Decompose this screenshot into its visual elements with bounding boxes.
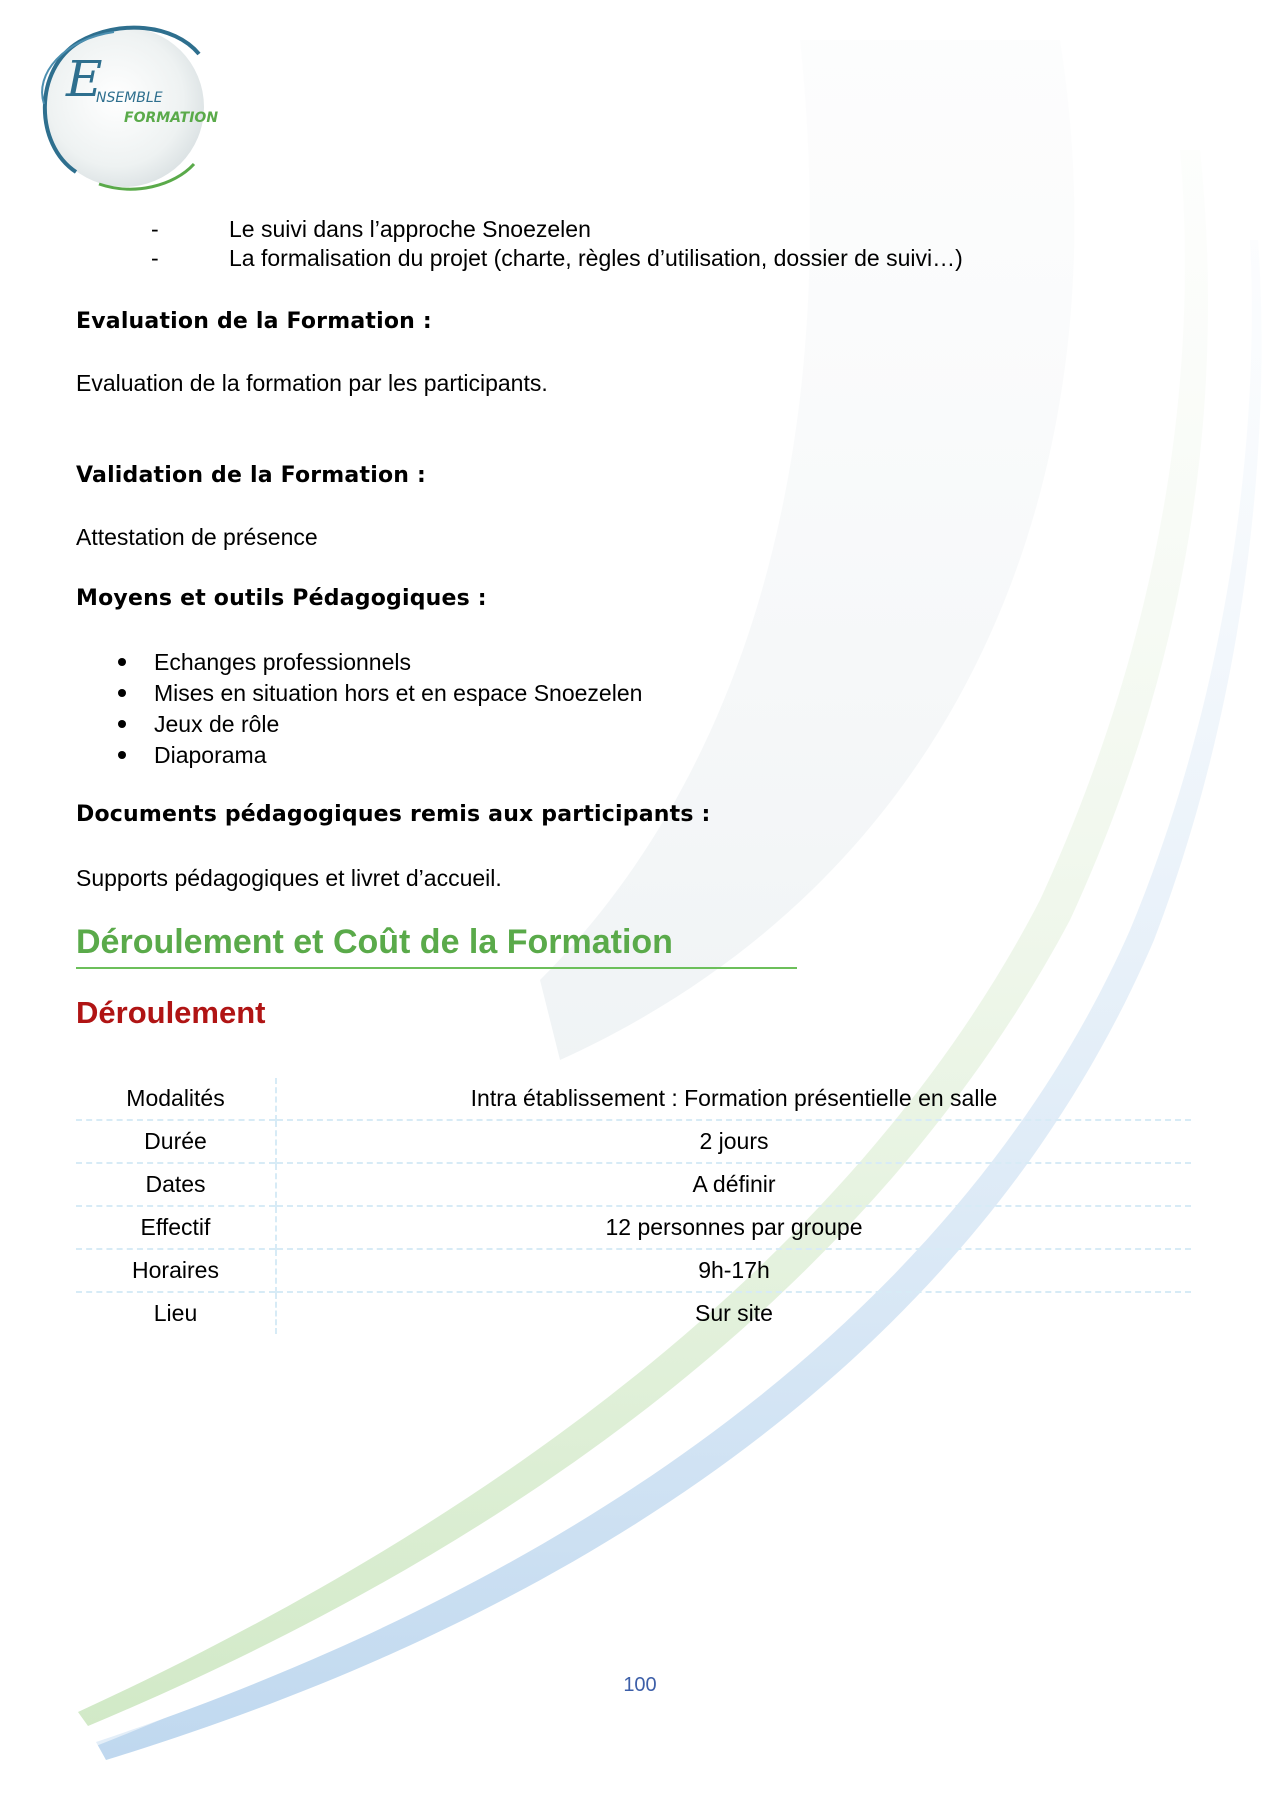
bullet-icon [118, 658, 126, 666]
dash-marker: - [151, 245, 159, 271]
table-label-cell: Modalités [76, 1078, 276, 1120]
formation-details-table [76, 1078, 1191, 1334]
validation-text: Attestation de présence [76, 524, 318, 550]
table-row [76, 1120, 1191, 1163]
bullet-icon [118, 689, 126, 697]
table-value-cell: 12 personnes par groupe [276, 1206, 1191, 1249]
table-value-cell: Sur site [276, 1292, 1191, 1334]
validation-heading: Validation de la Formation : [76, 463, 426, 488]
moyens-heading: Moyens et outils Pédagogiques : [76, 586, 487, 611]
table-value-cell: A définir [276, 1163, 1191, 1206]
logo-letter: E [66, 50, 103, 108]
dash-list-text: La formalisation du projet (charte, règles d’utilisation, dossier de suivi…) [229, 245, 963, 271]
table-label-cell: Horaires [76, 1249, 276, 1292]
table-value-cell: 9h-17h [276, 1249, 1191, 1292]
page-number: 100 [623, 1674, 657, 1696]
table-row [76, 1163, 1191, 1206]
table-value-cell: 2 jours [276, 1120, 1191, 1163]
list-item-text: Echanges professionnels [154, 649, 411, 675]
list-item-text: Mises en situation hors et en espace Snoezelen [154, 680, 643, 706]
table-row [76, 1292, 1191, 1334]
documents-text: Supports pédagogiques et livret d’accueil. [76, 865, 502, 891]
table-label-cell: Durée [76, 1120, 276, 1163]
logo-line1: NSEMBLE [96, 90, 163, 106]
evaluation-text: Evaluation de la formation par les participants. [76, 370, 548, 396]
table-row [76, 1206, 1191, 1249]
dash-list-text: Le suivi dans l’approche Snoezelen [229, 216, 591, 242]
dash-marker: - [151, 216, 159, 242]
documents-heading: Documents pédagogiques remis aux participants : [76, 802, 711, 827]
table-row [76, 1078, 1191, 1120]
list-item-text: Diaporama [154, 742, 267, 768]
bullet-icon [118, 720, 126, 728]
logo-line2: FORMATION [124, 110, 219, 126]
section-title-underline [76, 967, 797, 969]
table-label-cell: Lieu [76, 1292, 276, 1334]
section-title: Déroulement et Coût de la Formation [76, 923, 673, 961]
bullet-icon [118, 751, 126, 759]
table-row [76, 1249, 1191, 1292]
evaluation-heading: Evaluation de la Formation : [76, 309, 432, 334]
list-item-text: Jeux de rôle [154, 711, 280, 737]
table-value-cell: Intra établissement : Formation présentielle en salle [470, 1085, 998, 1111]
sub-section-title: Déroulement [76, 995, 266, 1030]
table-label-cell: Effectif [76, 1206, 276, 1249]
table-label-cell: Dates [76, 1163, 276, 1206]
